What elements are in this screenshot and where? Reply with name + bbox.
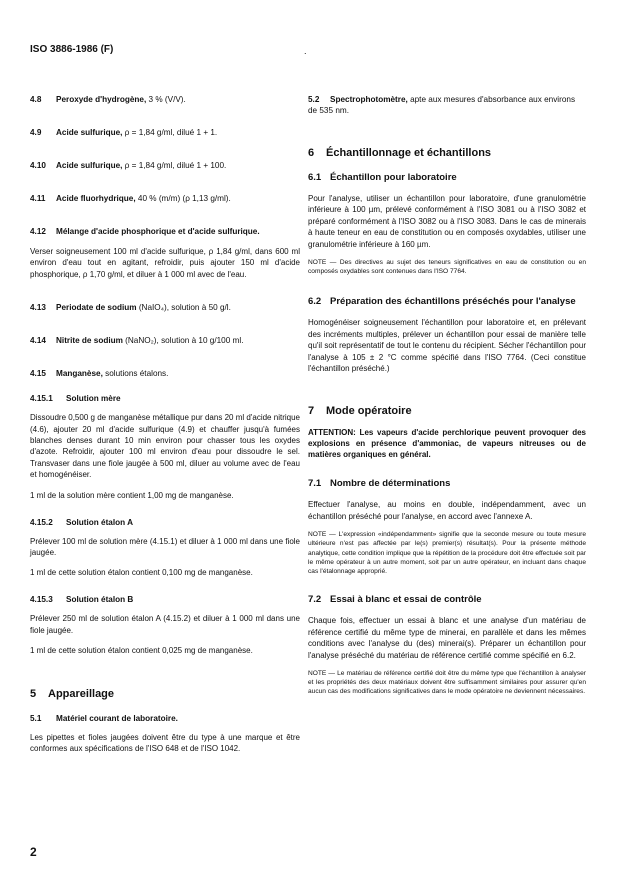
item-7-1-heading: 7.1 Nombre de déterminations xyxy=(308,478,451,490)
item-4-12-text: Verser soigneusement 100 ml d'acide sulfurique, ρ 1,84 g/ml, dans 600 ml environ d'eau tout en agitant, refroidir, puis ajouter 150 ml d'acide phosphorique, ρ 1,70 g/ml, et diluer à 1 000 ml avec de l'eau. xyxy=(30,247,300,279)
item-5-1-heading: 5.1 Matériel courant de laboratoire. xyxy=(30,713,178,723)
item-7-2-text: Chaque fois, effectuer un essai à blanc et une analyse d'un matériau de référence certifié du même type de minerai, en parallèle et dans les mêmes conditions avec l'analyse du (des) minerai(s). Préparer un échantillon pour l'analyse préséché du matériau de référence certifié comme spécifié en 6.2. xyxy=(308,616,586,660)
item-5-1-text: Les pipettes et fioles jaugées doivent être du type à une marque et être conformes aux spécifications de l'ISO 648 et de l'ISO 1042. xyxy=(30,732,300,753)
item-4-15-3-heading: 4.15.3 Solution étalon B xyxy=(30,595,134,605)
item-4-15-1-heading: 4.15.1 Solution mère xyxy=(30,394,121,404)
right-column xyxy=(308,94,586,697)
section-5-heading: 5 Appareillage xyxy=(30,687,115,700)
section-6-heading: 6 Échantillonnage et échantillons xyxy=(308,147,492,159)
item-4-15-3-text: Prélever 250 ml de solution étalon A (4.15.2) et diluer à 1 000 ml dans une fiole jaugée. xyxy=(30,614,300,635)
item-7-1-text: Effectuer l'analyse, au moins en double, indépendamment, avec un échantillon préséché pour l'analyse, en accord avec l'annexe A. xyxy=(308,500,586,521)
item-7-1-note: NOTE — L'expression «indépendamment» signifie que la seconde mesure ou toute mesure ultérieure n'est pas affectée par le(s) premier(s) résultat(s). Pour la présente méthode analytique, cette condition implique que la répétition de la procédure doit être effectuée soit par le même opérateur à un autre moment, soit par un autre opérateur, en incluant dans chaque cas l'étalonnage approprié. xyxy=(308,531,586,576)
item-6-2-heading: 6.2 Préparation des échantillons préséchés pour l'analyse xyxy=(308,296,576,308)
item-4-15: 4.15 Manganèse, solutions étalons. xyxy=(30,369,169,379)
item-4-15-2-text: Prélever 100 ml de solution mère (4.15.1) et diluer à 1 000 ml dans une fiole jaugée. xyxy=(30,537,300,558)
item-4-15-3-concentration: 1 ml de cette solution étalon contient 0,025 mg de manganèse. xyxy=(30,646,253,656)
item-6-1-note: NOTE — Des directives au sujet des teneurs significatives en eau de constitution ou en composés oxydables sont contenues dans l'ISO 7764. xyxy=(308,259,586,276)
item-6-2-text: Homogénéiser soigneusement l'échantillon pour laboratoire et, en prélevant des incréments multiples, prélever un échantillon pour essai de manière telle qu'il soit représentatif de tout le contenu du récipient. Sécher l'échantillon pour l'analyse à 105 ± 2 °C comme spécifié dans l'ISO 7764. (Ceci constitue l'échantillon préséché.) xyxy=(308,318,586,374)
attention-warning: ATTENTION: Les vapeurs d'acide perchlorique peuvent provoquer des explosions en présence d'ammoniac, de vapeurs nitreuses ou de matières organiques en général. xyxy=(308,428,586,460)
item-4-15-1-concentration: 1 ml de la solution mère contient 1,00 mg de manganèse. xyxy=(30,490,234,500)
item-4-9: 4.9 Acide sulfurique, ρ = 1,84 g/ml, dilué 1 + 1. xyxy=(30,128,218,137)
item-4-15-1-text: Dissoudre 0,500 g de manganèse métallique pur dans 20 ml d'acide nitrique (4.6), ajouter 20 ml d'acide sulfurique (4.9) et chauffer jusqu'à fumées blanches denses durant 10 min environ pour chasser tous les oxydes d'azote. Refroidir, ajouter 100 ml environ d'eau pour dissoudre le sel. Transvaser dans une fiole jaugée à 500 ml, diluer au volume avec de l'eau et homogénéiser. xyxy=(30,413,300,480)
item-5-2: 5.2 Spectrophotomètre, apte aux mesures d'absorbance aux environs de 535 nm. xyxy=(308,95,576,115)
header-mark: . xyxy=(304,46,307,56)
item-4-15-2-heading: 4.15.2 Solution étalon A xyxy=(30,518,134,528)
item-4-8: 4.8 Peroxyde d'hydrogène, 3 % (V/V). xyxy=(30,95,186,104)
document-id: ISO 3886-1986 (F) xyxy=(30,44,114,55)
item-4-14: 4.14 Nitrite de sodium (NaNO₂), solution à 10 g/100 ml. xyxy=(30,336,244,346)
item-4-12-heading: 4.12 Mélange d'acide phosphorique et d'acide sulfurique. xyxy=(30,227,260,236)
item-4-13: 4.13 Periodate de sodium (NaIO₄), solution à 50 g/l. xyxy=(30,303,231,313)
item-4-11: 4.11 Acide fluorhydrique, 40 % (m/m) (ρ 1,13 g/ml). xyxy=(30,194,231,203)
item-6-1-heading: 6.1 Échantillon pour laboratoire xyxy=(308,172,457,183)
section-7-heading: 7 Mode opératoire xyxy=(308,405,412,418)
item-6-1-text: Pour l'analyse, utiliser un échantillon pour laboratoire, d'une granulométrie inférieure à 100 µm, prélevé conformément à l'ISO 3081 ou à l'ISO 3082 et préparé conformément à l'ISO 3082 ou à l'ISO 3083. Dans le cas de minerais à haute teneur en eau de constitution ou en composés oxydables, utiliser une granulométrie inférieure à 160 µm. xyxy=(308,194,586,249)
item-7-2-note: NOTE — Le matériau de référence certifié doit être du même type que l'échantillon à analyser et les propriétés des deux matériaux doivent être suffisamment similaires pour assurer qu'en aucun cas des modifications significatives dans le mode opératoire ne deviennent nécessaires. xyxy=(308,669,586,696)
page-number: 2 xyxy=(30,845,37,859)
item-4-10: 4.10 Acide sulfurique, ρ = 1,84 g/ml, dilué 1 + 100. xyxy=(30,161,227,170)
item-4-15-2-concentration: 1 ml de cette solution étalon contient 0,100 mg de manganèse. xyxy=(30,567,253,577)
left-column xyxy=(30,94,300,754)
item-7-2-heading: 7.2 Essai à blanc et essai de contrôle xyxy=(308,594,482,606)
